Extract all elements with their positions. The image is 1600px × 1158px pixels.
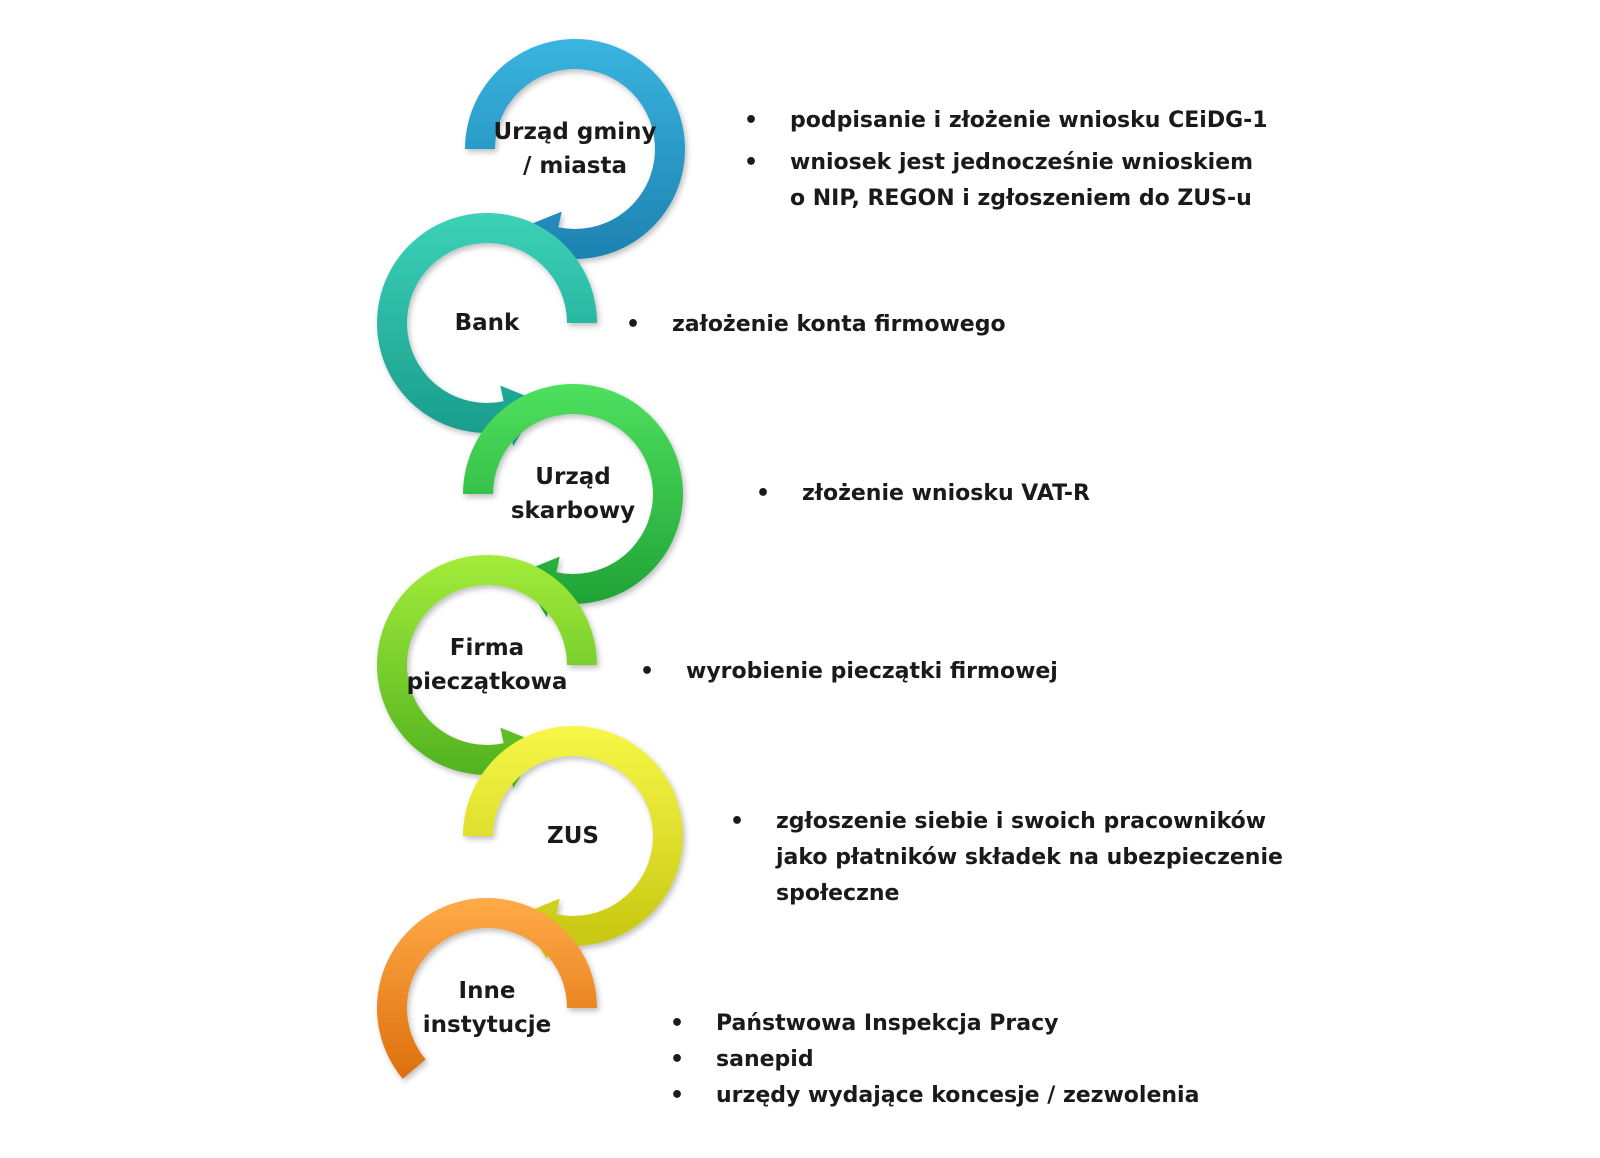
details-zus	[730, 804, 1330, 918]
details-urzad-skarbowy	[756, 476, 1196, 518]
step-label-bank: Bank	[454, 310, 520, 336]
detail-item: • Państwowa Inspekcja Pracy	[670, 1006, 1270, 1042]
step-label-urzad-gminy: Urząd gminy / miasta	[493, 119, 657, 179]
detail-item: • zgłoszenie siebie i swoich pracowników jako płatników składek na ubezpieczenie społeczne	[730, 804, 1330, 912]
details-urzad-gminy	[744, 103, 1304, 223]
detail-item: • urzędy wydające koncesje / zezwolenia	[670, 1078, 1270, 1114]
step-label-zus: ZUS	[547, 823, 599, 849]
step-label-firma-pieczatkowa: Firma pieczątkowa	[406, 635, 568, 695]
details-bank	[626, 307, 1126, 349]
detail-item: • wyrobienie pieczątki firmowej	[640, 654, 1160, 690]
step-label-inne-instytucje: Inne instytucje	[422, 978, 552, 1038]
detail-item: • podpisanie i złożenie wniosku CEiDG-1	[744, 103, 1304, 139]
detail-item: • złożenie wniosku VAT-R	[756, 476, 1196, 512]
detail-item: • sanepid	[670, 1042, 1270, 1078]
details-firma-pieczatkowa	[640, 654, 1160, 696]
step-label-urzad-skarbowy: Urząd skarbowy	[510, 464, 636, 524]
detail-item: • wniosek jest jednocześnie wnioskiem o NIP, REGON i zgłoszeniem do ZUS-u	[744, 145, 1304, 217]
details-inne-instytucje	[670, 1006, 1270, 1114]
detail-item: • założenie konta firmowego	[626, 307, 1126, 343]
